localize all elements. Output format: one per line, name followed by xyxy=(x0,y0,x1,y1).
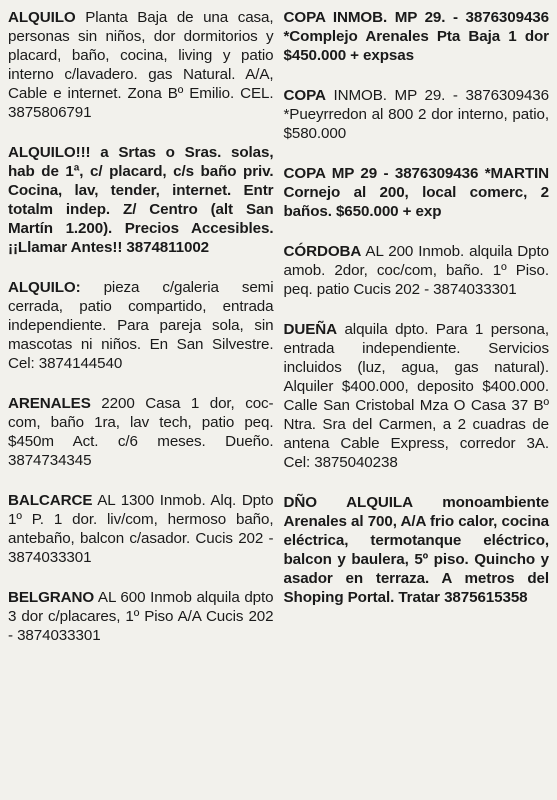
ad-lead: ALQUILO!!! xyxy=(8,144,91,161)
ad-body: Planta Baja de una casa, personas sin niños, dor dormitorios y placard, baño, cocina, living y patio interno c/lavadero. gas Natural. A/A, Cable e internet. Zona Bº Emilio. CEL. 3875806791 xyxy=(8,9,274,121)
classified-ad xyxy=(284,493,550,607)
ad-body: alquila dpto. Para 1 persona, entrada independiente. Servicios incluidos (luz, agua, gas natural). Alquiler $400.000, deposito $400.000. Calle San Cristobal Mza O Casa 37 Bº Ntra. Sra del Carmen, a 2 cuadras de antena Cable Express, corredor 3A. Cel: 3875040238 xyxy=(283,321,549,471)
classified-ad xyxy=(284,8,550,65)
ad-body: a Srtas o Sras. solas, hab de 1ª, c/ placard, c/s baño priv. Cocina, lav, tender, internet. Entr totalm indep. Z/ Centro (alt San Martín 1.200). Precios Accesibles. ¡¡Llamar Antes!! 3874811002 xyxy=(8,144,274,256)
ad-body: AL 600 Inmob alquila dpto 3 dor c/placares, 1º Piso A/A Cucis 202 - 3874033301 xyxy=(8,589,274,644)
classified-ad xyxy=(8,588,274,645)
ad-body: AL 1300 Inmob. Alq. Dpto 1º P. 1 dor. liv/com, hermoso baño, antebaño, balcon c/asador. Cucis 202 - 3874033301 xyxy=(8,492,274,566)
ad-lead: COPA xyxy=(283,9,326,26)
ad-body: AL 200 Inmob. alquila Dpto amob. 2dor, coc/com, baño. 1º Piso. peq. patio Cucis 202 - 3874033301 xyxy=(283,243,549,298)
ad-lead: DUEÑA xyxy=(283,321,338,338)
ad-body: pieza c/galeria semi cerrada, patio compartido, entrada independiente. Para pareja sola, sin mascotas ni niños. En San Silvestre. Cel: 3874144540 xyxy=(8,279,274,372)
classified-ad xyxy=(284,320,550,472)
classified-ad xyxy=(8,394,274,470)
classifieds-column-left xyxy=(8,8,274,800)
classified-ad xyxy=(284,164,550,221)
classifieds-column-right xyxy=(284,8,550,800)
classified-ad xyxy=(8,491,274,567)
ad-lead: CÓRDOBA xyxy=(283,243,362,260)
ad-body: INMOB. MP 29. - 3876309436 *Complejo Arenales Pta Baja 1 dor $450.000 + expsas xyxy=(283,9,549,64)
ad-body: 2200 Casa 1 dor, coc-com, baño 1ra, lav tech, patio peq. $450m Act. c/6 meses. Dueño. 3874734345 xyxy=(8,395,274,469)
ad-lead: DÑO ALQUILA xyxy=(283,494,413,511)
ad-body: INMOB. MP 29. - 3876309436 *Pueyrredon al 800 2 dor interno, patio, $580.000 xyxy=(283,87,549,142)
ad-lead: BALCARCE xyxy=(8,492,93,509)
ad-lead: COPA xyxy=(283,87,326,104)
ad-lead: BELGRANO xyxy=(8,589,95,606)
classified-ad xyxy=(8,278,274,373)
ad-body: MP 29 - 3876309436 *MARTIN Cornejo al 200, local comerc, 2 baños. $650.000 + exp xyxy=(283,165,549,220)
ad-body: monoambiente Arenales al 700, A/A frio calor, cocina eléctrica, termotanque eléctrico, balcon y baulera, 5º piso. Quincho y asador en terraza. A metros del Shoping Portal. Tratar 3875615358 xyxy=(283,494,550,606)
classified-ad xyxy=(284,86,550,143)
ad-lead: ARENALES xyxy=(8,395,91,412)
classified-ad xyxy=(8,8,274,122)
classified-ad xyxy=(8,143,274,257)
ad-lead: COPA xyxy=(283,165,326,182)
ad-lead: ALQUILO: xyxy=(8,279,81,296)
classified-ad xyxy=(284,242,550,299)
ad-lead: ALQUILO xyxy=(8,9,76,26)
